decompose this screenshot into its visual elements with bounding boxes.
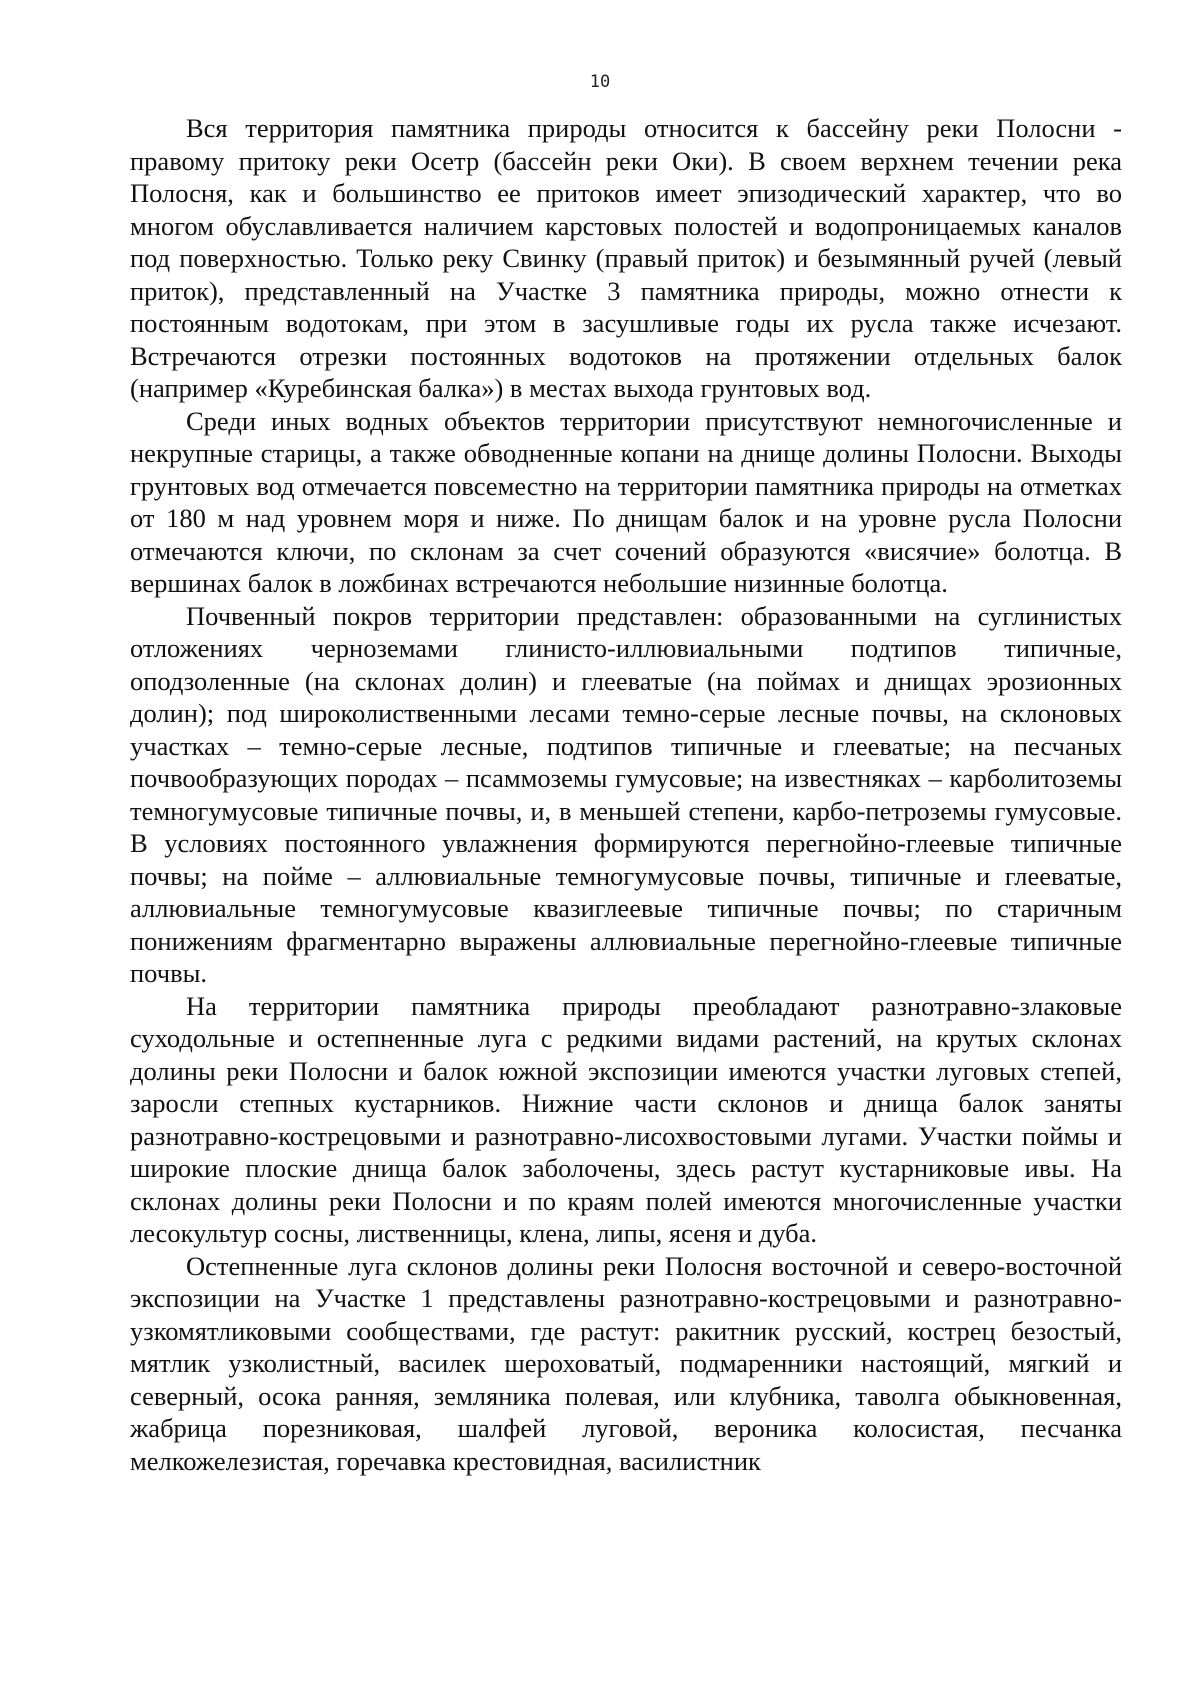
body-text [130,112,1122,1477]
paragraph-soil-cover: Почвенный покров территории представлен: образованными на суглинистых отложениях черноземами глинисто-иллювиальными подтипов типичные, оподзоленные (на склонах долин) и глееватые (на поймах и днищах эрозионных долин); под широколиственными лесами темно-серые лесные почвы, на склоновых участках – темно-серые лесные, подтипов типичные и глееватые; на песчаных почвообразующих породах – псаммоземы гумусовые; на известняках – карболитоземы темногумусовые типичные почвы, и, в меньшей степени, карбо-петроземы гумусовые. В условиях постоянного увлажнения формируются перегнойно-глеевые типичные почвы; на пойме – аллювиальные темногумусовые почвы, типичные и глееватые, аллювиальные темногумусовые квазиглеевые типичные почвы; по старичным понижениям фрагментарно выражены аллювиальные перегнойно-глеевые типичные почвы. [130,600,1122,988]
paragraph-vegetation: На территории памятника природы преобладают разнотравно-злаковые суходольные и остепненные луга с редкими видами растений, на крутых склонах долины реки Полосни и балок южной экспозиции имеются участки луговых степей, заросли степных кустарников. Нижние части склонов и днища балок заняты разнотравно-кострецовыми и разнотравно-лисохвостовыми лугами. Участки поймы и широкие плоские днища балок заболочены, здесь растут кустарниковые ивы. На склонах долины реки Полосни и по краям полей имеются многочисленные участки лесокультур сосны, лиственницы, клена, липы, ясеня и дуба. [130,990,1122,1248]
paragraph-water-bodies: Среди иных водных объектов территории присутствуют немногочисленные и некрупные старицы, а также обводненные копани на днище долины Полосни. Выходы грунтовых вод отмечается повсеместно на территории памятника природы на отметках от 180 м над уровнем моря и ниже. По днищам балок и на уровне русла Полосни отмечаются ключи, по склонам за счет сочений образуются «висячие» болотца. В вершинах балок в ложбинах встречаются небольшие низинные болотца. [130,405,1122,598]
paragraph-hydrology: Вся территория памятника природы относится к бассейну реки Полосни - правому притоку реки Осетр (бассейн реки Оки). В своем верхнем течении река Полосня, как и большинство ее притоков имеет эпизодический характер, что во многом обуславливается наличием карстовых полостей и водопроницаемых каналов под поверхностью. Только реку Свинку (правый приток) и безымянный ручей (левый приток), представленный на Участке 3 памятника природы, можно отнести к постоянным водотокам, при этом в засушливые годы их русла также исчезают. Встречаются отрезки постоянных водотоков на протяжении отдельных балок (например «Куребинская балка») в местах выхода грунтовых вод. [130,113,1122,403]
page-number: 10 [589,72,611,92]
paragraph-steppe-meadows: Остепненные луга склонов долины реки Полосня восточной и северо-восточной экспозиции на Участке 1 представлены разнотравно-кострецовыми и разнотравно-узкомятликовыми сообществами, где растут: ракитник русский, кострец безостый, мятлик узколистный, василек шероховатый, подмаренники настоящий, мягкий и северный, осока ранняя, земляника полевая, или клубника, таволга обыкновенная, жабрица порезниковая, шалфей луговой, вероника колосистая, песчанка мелкожелезистая, горечавка крестовидная, василистник [130,1250,1122,1476]
